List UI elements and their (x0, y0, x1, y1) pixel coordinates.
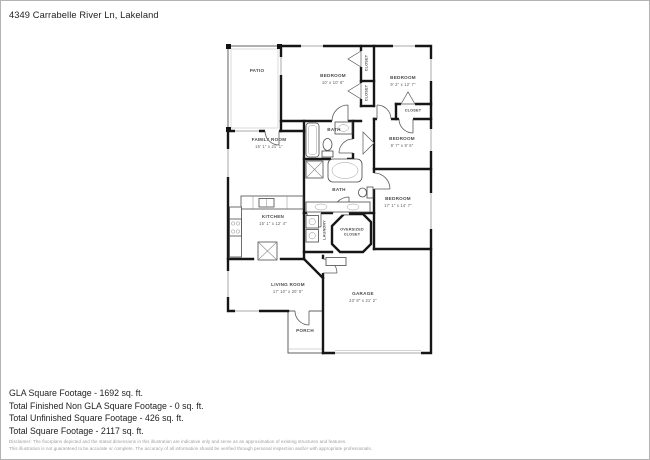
summary-line-gla: GLA Square Footage - 1692 sq. ft. (9, 388, 143, 398)
room-name: CLOSET (364, 84, 369, 102)
room-label-bedroom-2 (390, 75, 416, 87)
toilet (322, 151, 333, 157)
room-label-patio (250, 68, 265, 74)
room-label-living-room (271, 282, 305, 294)
room-name: BEDROOM (389, 136, 415, 142)
room-name: BEDROOM (320, 73, 346, 79)
room-label-porch (296, 328, 314, 334)
room-label-bedroom-4 (384, 196, 412, 208)
page-title: 4349 Carrabelle River Ln, Lakeland (9, 10, 159, 20)
room-name: PATIO (249, 68, 265, 74)
room-name: FAMILY ROOM (251, 137, 287, 143)
room-name: OVERSIZED (340, 227, 364, 232)
room-name: BATH (332, 187, 346, 193)
room-dims: 9' 7" x 9' 5" (390, 142, 414, 148)
room-label-bedroom-1 (320, 73, 346, 85)
room-label-garage (349, 291, 377, 303)
room-name: CLOSET (364, 54, 369, 72)
summary-line-total: Total Square Footage - 2117 sq. ft. (9, 425, 144, 436)
room-label-closet-b (365, 85, 370, 102)
disclaimer-line-2: This illustration is not guaranteed to be accurate or complete. The accuracy of all information should be verified through personal inspection and/or with appropriate professionals. (9, 446, 373, 451)
room-label-bath-2 (332, 187, 345, 193)
utility-shelf (326, 258, 346, 266)
room-name: PORCH (296, 328, 314, 334)
toilet (367, 187, 373, 198)
room-name: BEDROOM (390, 75, 416, 81)
room-dims: 15' 1" x 21' 1" (255, 143, 283, 149)
patio-outline (228, 46, 281, 131)
corner-posts (226, 44, 282, 132)
room-name: LIVING ROOM (271, 282, 305, 288)
room-label-kitchen (259, 214, 287, 226)
room-name: BEDROOM (385, 196, 411, 202)
summary-line-unfinished: Total Unfinished Square Footage - 426 sq. ft. (9, 413, 184, 423)
stove (230, 219, 242, 236)
disclaimer (9, 438, 372, 452)
room-label-family-room (252, 137, 287, 149)
room-label-bath-1 (327, 127, 340, 133)
room-name: KITCHEN (261, 214, 285, 220)
room-dims: 17' 1" x 14' 7" (384, 202, 412, 208)
room-dims: 23' 8" x 21' 2" (349, 297, 377, 303)
room-label-laundry (323, 220, 328, 240)
room-name: GARAGE (352, 291, 374, 297)
summary-line-non-gla: Total Finished Non GLA Square Footage - 0 sq. ft. (9, 400, 204, 411)
room-name: CLOSET (404, 108, 422, 113)
room-name: BATH (327, 127, 341, 133)
square-footage-summary (9, 387, 204, 437)
room-dims: 10' x 10' 6" (321, 79, 345, 85)
room-label-closet-a (365, 55, 370, 72)
room-label-bedroom-3 (389, 136, 415, 148)
room-label-oversized-closet (340, 227, 364, 236)
room-dims: 17' 10" x 20' 5" (272, 288, 304, 294)
room-dims: 15' 1" x 12' 4" (259, 220, 287, 226)
room-label-closet-right (405, 109, 422, 114)
room-name: CLOSET (343, 232, 361, 236)
room-name: LAUNDRY (322, 220, 327, 240)
disclaimer-line-1: Disclaimer: The floorplans depicted and the stated dimensions in this illustration are indicative only and serve as an approximation of existing structures and features. (9, 439, 347, 444)
room-dims: 9' 2" x 12' 7" (390, 81, 416, 87)
